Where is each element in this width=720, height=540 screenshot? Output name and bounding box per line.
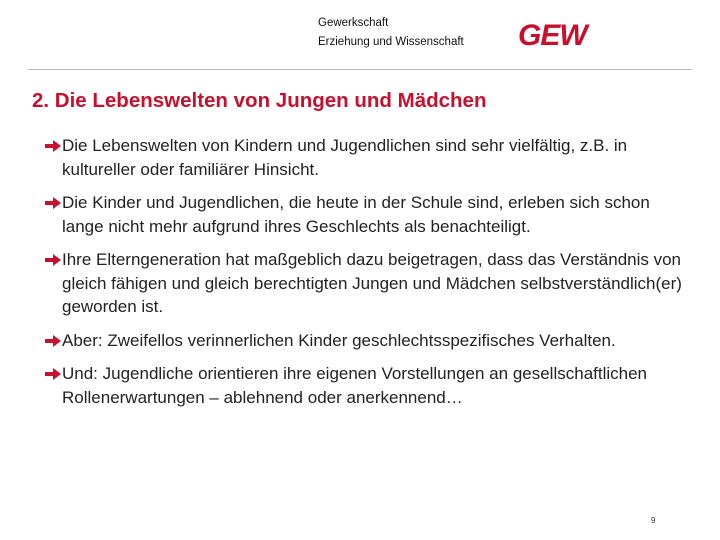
right-arrow-icon <box>44 334 62 348</box>
right-arrow-icon <box>44 367 62 381</box>
bullet-item <box>44 248 684 319</box>
bullet-text: Die Kinder und Jugendlichen, die heute in der Schule sind, erleben sich schon lange nicht mehr aufgrund ihres Geschlechts als benachteiligt. <box>62 193 650 236</box>
bullet-item <box>44 362 684 409</box>
organization-name-line2: Erziehung und Wissenschaft <box>318 36 464 48</box>
bullet-text: Aber: Zweifellos verinnerlichen Kinder geschlechtsspezifisches Verhalten. <box>62 330 616 350</box>
header-divider <box>28 69 692 70</box>
gew-logo <box>516 18 590 50</box>
right-arrow-icon <box>44 139 62 153</box>
right-arrow-icon <box>44 253 62 267</box>
bullet-item <box>44 329 684 353</box>
bullet-text: Ihre Elterngeneration hat maßgeblich dazu beigetragen, dass das Verständnis von gleich fähigen und gleich berechtigten Jungen und Mädchen selbstverständlich(er) geworden ist. <box>62 250 682 316</box>
gew-logo-text: GEW <box>518 19 587 50</box>
bullet-text: Die Lebenswelten von Kindern und Jugendlichen sind sehr vielfältig, z.B. in kultureller oder familiärer Hinsicht. <box>62 136 628 179</box>
right-arrow-icon <box>44 196 62 210</box>
bullet-item <box>44 134 684 181</box>
slide-title: 2. Die Lebenswelten von Jungen und Mädchen <box>32 89 487 112</box>
bullet-list <box>44 134 684 419</box>
bullet-item <box>44 191 684 238</box>
organization-name <box>318 14 464 52</box>
organization-name-line1: Gewerkschaft <box>318 17 389 29</box>
page-number: 9 <box>651 516 656 525</box>
bullet-text: Und: Jugendliche orientieren ihre eigenen Vorstellungen an gesellschaftlichen Rollenerwartungen – ablehnend oder anerkennend… <box>62 364 648 407</box>
